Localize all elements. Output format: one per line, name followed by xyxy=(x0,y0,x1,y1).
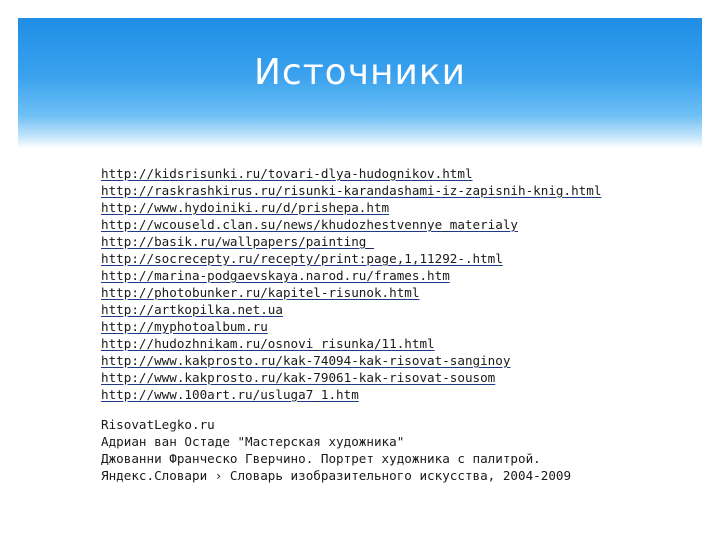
source-link[interactable]: http://kidsrisunki.ru/tovari-dlya-hudognikov.html xyxy=(101,166,473,181)
source-link[interactable]: http://wcouseld.clan.su/news/khudozhestvennye_materialy xyxy=(101,217,519,232)
list-item xyxy=(101,368,601,385)
list-item xyxy=(101,249,601,266)
source-link[interactable]: http://www.hydoiniki.ru/d/prishepa.htm xyxy=(101,200,390,215)
source-notes-list xyxy=(101,416,601,484)
source-links-list xyxy=(101,164,601,402)
list-item xyxy=(101,334,601,351)
list-item xyxy=(101,300,601,317)
source-link[interactable]: http://myphotoalbum.ru xyxy=(101,319,268,334)
source-link[interactable]: http://hudozhnikam.ru/osnovi_risunka/11.html xyxy=(101,336,435,351)
source-note: Джованни Франческо Гверчино. Портрет художника с палитрой. xyxy=(101,451,541,466)
source-link[interactable]: http://raskrashkirus.ru/risunki-karandashami-iz-zapisnih-knig.html xyxy=(101,183,602,198)
list-item xyxy=(101,232,601,249)
source-link[interactable]: http://socrecepty.ru/recepty/print:page,1,11292-.html xyxy=(101,251,503,266)
list-item xyxy=(101,317,601,334)
source-link[interactable]: http://basik.ru/wallpapers/painting_ xyxy=(101,234,374,249)
list-item xyxy=(101,266,601,283)
source-link[interactable]: http://marina-podgaevskaya.narod.ru/frames.htm xyxy=(101,268,450,283)
source-link[interactable]: http://artkopilka.net.ua xyxy=(101,302,283,317)
source-note: Яндекс.Словари › Словарь изобразительного искусства, 2004-2009 xyxy=(101,468,572,483)
list-item xyxy=(101,283,601,300)
list-item xyxy=(101,181,601,198)
list-item xyxy=(101,351,601,368)
source-link[interactable]: http://photobunker.ru/kapitel-risunok.html xyxy=(101,285,420,300)
list-item xyxy=(101,385,601,402)
source-link[interactable]: http://www.kakprosto.ru/kak-74094-kak-risovat-sanginoy xyxy=(101,353,511,368)
list-item xyxy=(101,198,601,215)
slide-title: Источники xyxy=(253,52,467,93)
list-item xyxy=(101,164,601,181)
source-note: RisovatLegko.ru xyxy=(101,417,215,432)
list-item xyxy=(101,215,601,232)
source-note: Адриан ван Остаде "Мастерская художника" xyxy=(101,434,405,449)
source-link[interactable]: http://www.kakprosto.ru/kak-79061-kak-risovat-sousom xyxy=(101,370,496,385)
source-link[interactable]: http://www.100art.ru/usluga7_1.htm xyxy=(101,387,359,402)
